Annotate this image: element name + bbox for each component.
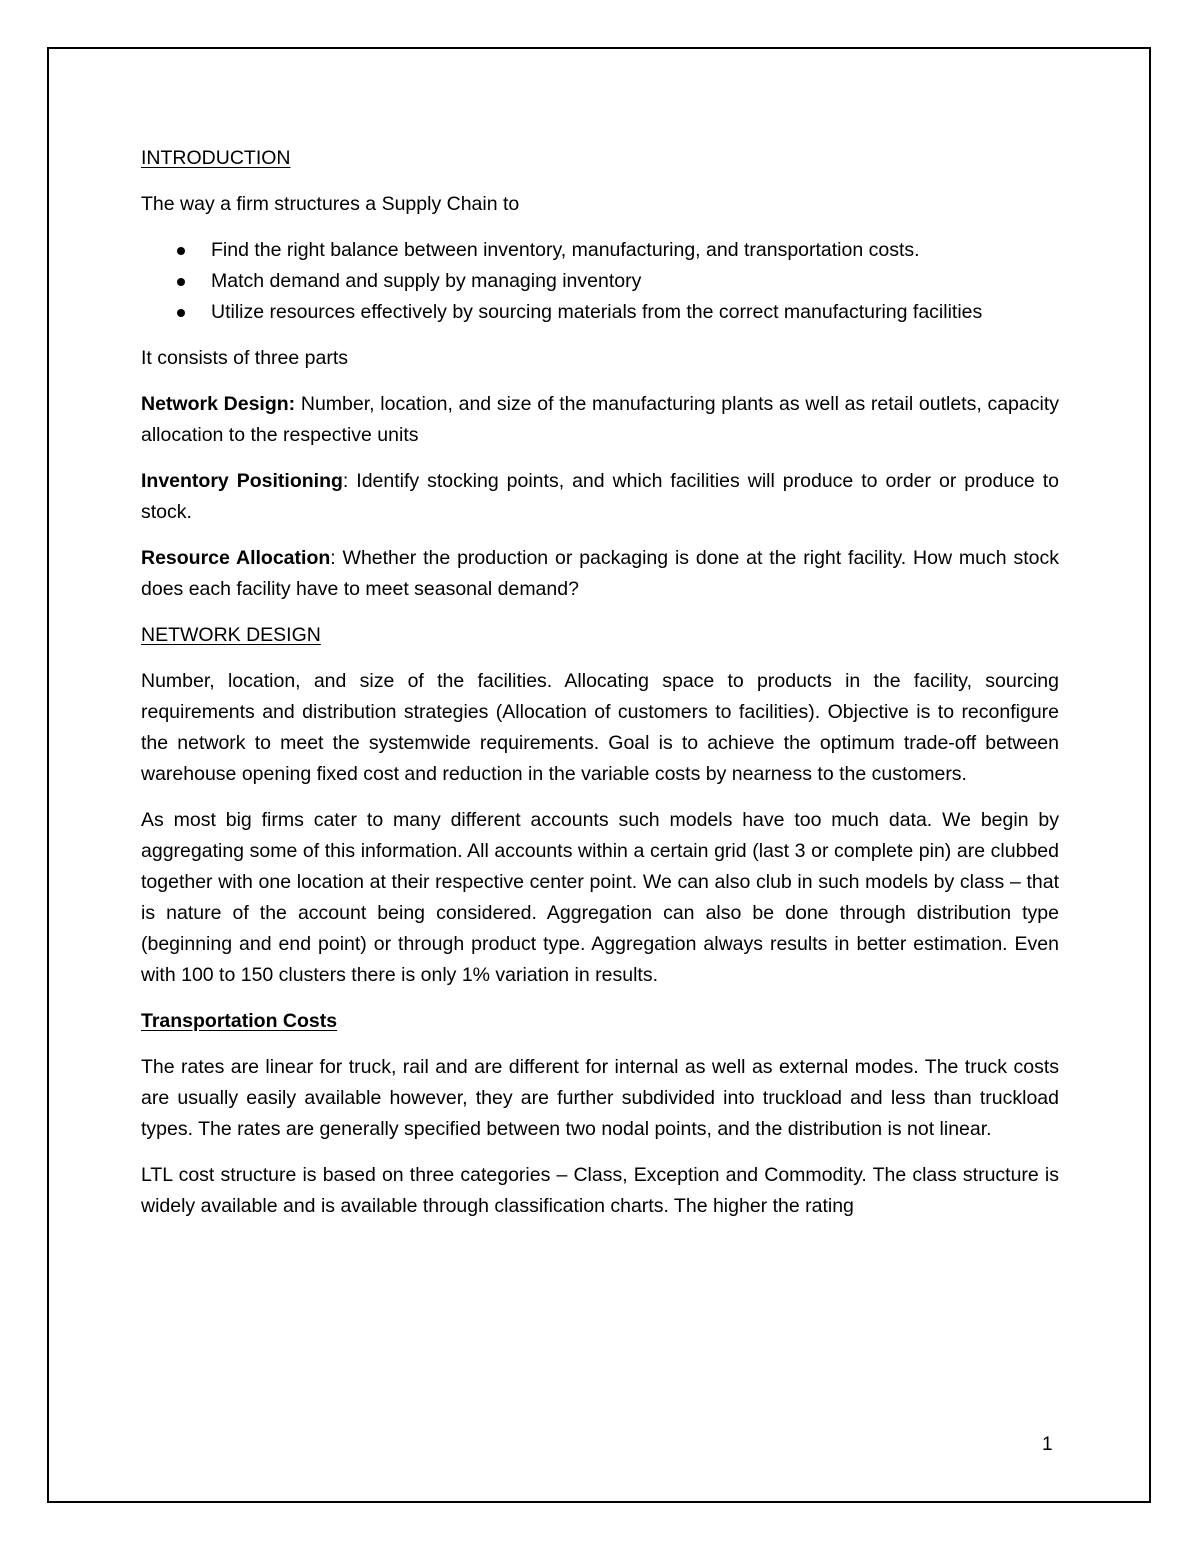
list-item: Find the right balance between inventory, manufacturing, and transportation costs. [141,235,1059,266]
section-heading-transportation-costs: Transportation Costs [141,1010,338,1032]
part-term: Network Design: [141,393,296,415]
part-paragraph-inventory-positioning [141,466,1059,528]
transport-paragraph: LTL cost structure is based on three categories – Class, Exception and Commodity. The class structure is widely available and is available through classification charts. The higher the rating [141,1164,1059,1217]
bullet-dot-icon [177,309,185,317]
list-item: Utilize resources effectively by sourcing materials from the correct manufacturing facilities [141,297,1059,328]
parts-lead-paragraph: It consists of three parts [141,347,349,369]
bullet-dot-icon [177,278,185,286]
part-text: : Identify stocking points, and which facilities will produce to order or produce to stock. [141,470,1059,523]
intro-lead-paragraph: The way a firm structures a Supply Chain to [141,193,520,215]
network-paragraph: Number, location, and size of the facilities. Allocating space to products in the facility, sourcing requirements and distribution strategies (Allocation of customers to facilities). Objective is to reconfigure the network to meet the systemwide requirements. Goal is to achieve the optimum trade-off between warehouse opening fixed cost and reduction in the variable costs by nearness to the customers. [141,670,1059,785]
part-paragraph-network-design [141,389,1059,451]
transport-paragraph: The rates are linear for truck, rail and are different for internal as well as external modes. The truck costs are usually easily available however, they are further subdivided into truckload and less than truckload types. The rates are generally specified between two nodal points, and the distribution is not linear. [141,1056,1059,1140]
list-item: Match demand and supply by managing inventory [141,266,1059,297]
document-body [141,143,1059,1237]
bullet-dot-icon [177,247,185,255]
part-term: Resource Allocation [141,547,331,569]
part-text: Number, location, and size of the manufacturing plants as well as retail outlets, capacity allocation to the respective units [141,393,1059,446]
section-heading-network-design: NETWORK DESIGN [141,624,321,646]
part-paragraph-resource-allocation [141,543,1059,605]
intro-bullet-list [141,235,1059,328]
network-paragraph: As most big firms cater to many different accounts such models have too much data. We begin by aggregating some of this information. All accounts within a certain grid (last 3 or complete pin) are clubbed together with one location at their respective center point. We can also club in such models by class – that is nature of the account being considered. Aggregation can also be done through distribution type (beginning and end point) or through product type. Aggregation always results in better estimation. Even with 100 to 150 clusters there is only 1% variation in results. [141,809,1059,986]
page-number: 1 [1042,1434,1053,1455]
part-term: Inventory Positioning [141,470,343,492]
part-text: : Whether the production or packaging is done at the right facility. How much stock does each facility have to meet seasonal demand? [141,547,1059,600]
section-heading-introduction: INTRODUCTION [141,147,291,169]
